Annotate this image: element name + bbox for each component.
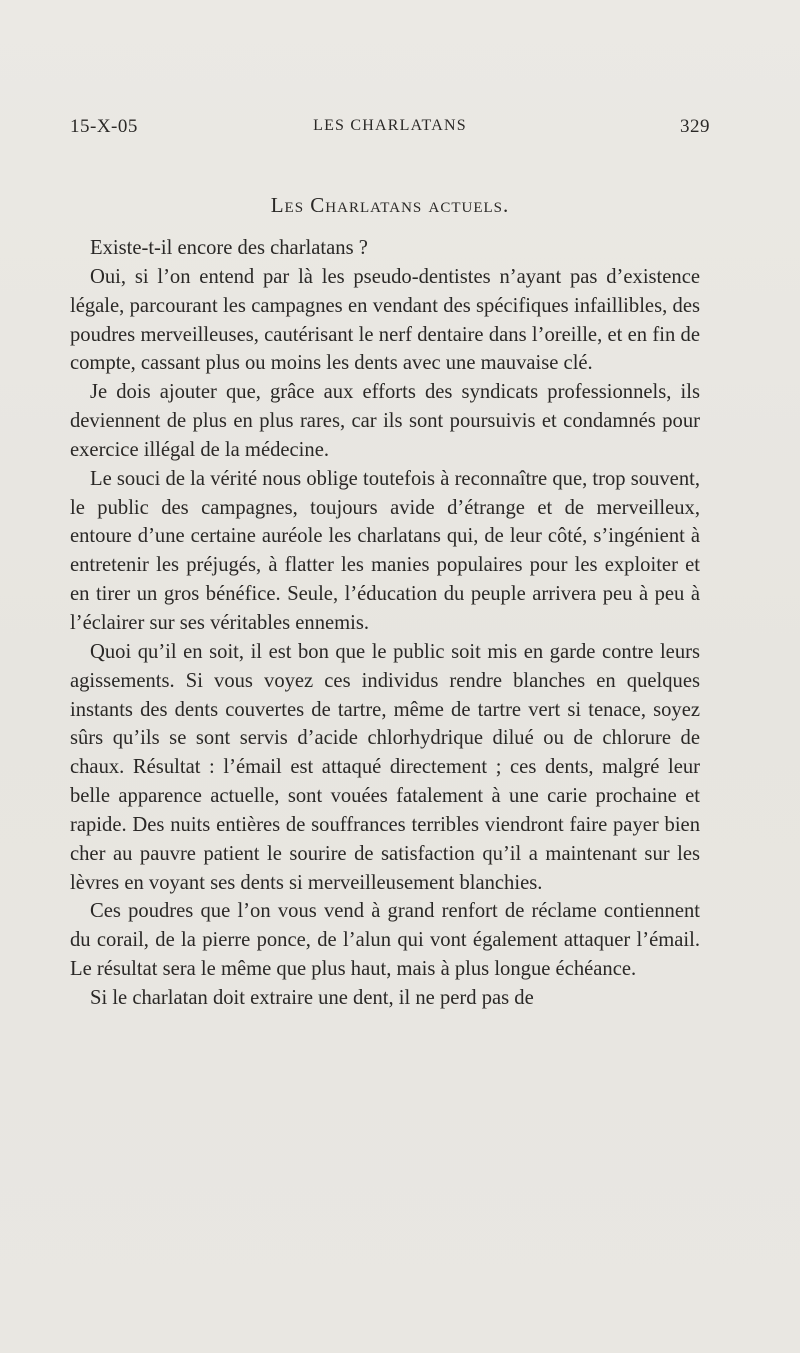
paragraph: Existe-t-il encore des charlatans ? <box>90 237 368 259</box>
paragraph: Le souci de la vérité nous oblige toutefois à reconnaître que, trop souvent, le public des campagnes, toujours avide d’étrange et de merveilleux, entoure d’une certaine auréole les charlatans qui, de leur côté, s’ingénient à entretenir les préjugés, à flatter les manies populaires pour les exploiter et en tirer un gros bénéfice. Seule, l’éducation du peuple arrivera peu à peu à l’éclairer sur ses véritables ennemis. <box>70 467 700 634</box>
paragraph: Quoi qu’il en soit, il est bon que le public soit mis en garde contre leurs agissements. Si vous voyez ces individus rendre blanches en quelques instants des dents couvertes de tartre, même de tartre vert si tenace, soyez sûrs qu’ils se sont servis d’acide chlorhydrique dilué ou de chlorure de chaux. Résultat : l’émail est attaqué directement ; ces dents, malgré leur belle apparence actuelle, sont vouées fatalement à une carie prochaine et rapide. Des nuits entières de souffrances terribles viendront faire payer bien cher au pauvre patient le sourire de satisfaction qu’il a maintenant sur les lèvres en voyant ses dents si merveilleusement blanchies. <box>70 640 700 894</box>
paragraph: Si le charlatan doit extraire une dent, il ne perd pas de <box>90 986 534 1009</box>
section-title: Les Charlatans actuels. <box>270 193 510 217</box>
paragraph: Oui, si l’on entend par là les pseudo-dentistes n’ayant pas d’existence légale, parcourant les campagnes en vendant des spécifiques infaillibles, des poudres merveilleuses, cautérisant le nerf dentaire dans l’oreille, et en fin de compte, cassant plus ou moins les dents avec une mauvaise clé. <box>70 265 700 375</box>
header-date: 15-X-05 <box>70 116 138 137</box>
page-number: 329 <box>680 116 710 137</box>
paragraph: Je dois ajouter que, grâce aux efforts des syndicats professionnels, ils deviennent de plus en plus rares, car ils sont poursuivis et condamnés pour exercice illégal de la médecine. <box>70 381 700 461</box>
running-header <box>70 116 710 146</box>
body-text <box>70 234 700 1013</box>
paragraph: Ces poudres que l’on vous vend à grand renfort de réclame contiennent du corail, de la pierre ponce, de l’alun qui vont également attaquer l’émail. Le résultat sera le même que plus haut, mais à plus longue échéance. <box>70 900 700 981</box>
running-title: LES CHARLATANS <box>313 117 467 134</box>
